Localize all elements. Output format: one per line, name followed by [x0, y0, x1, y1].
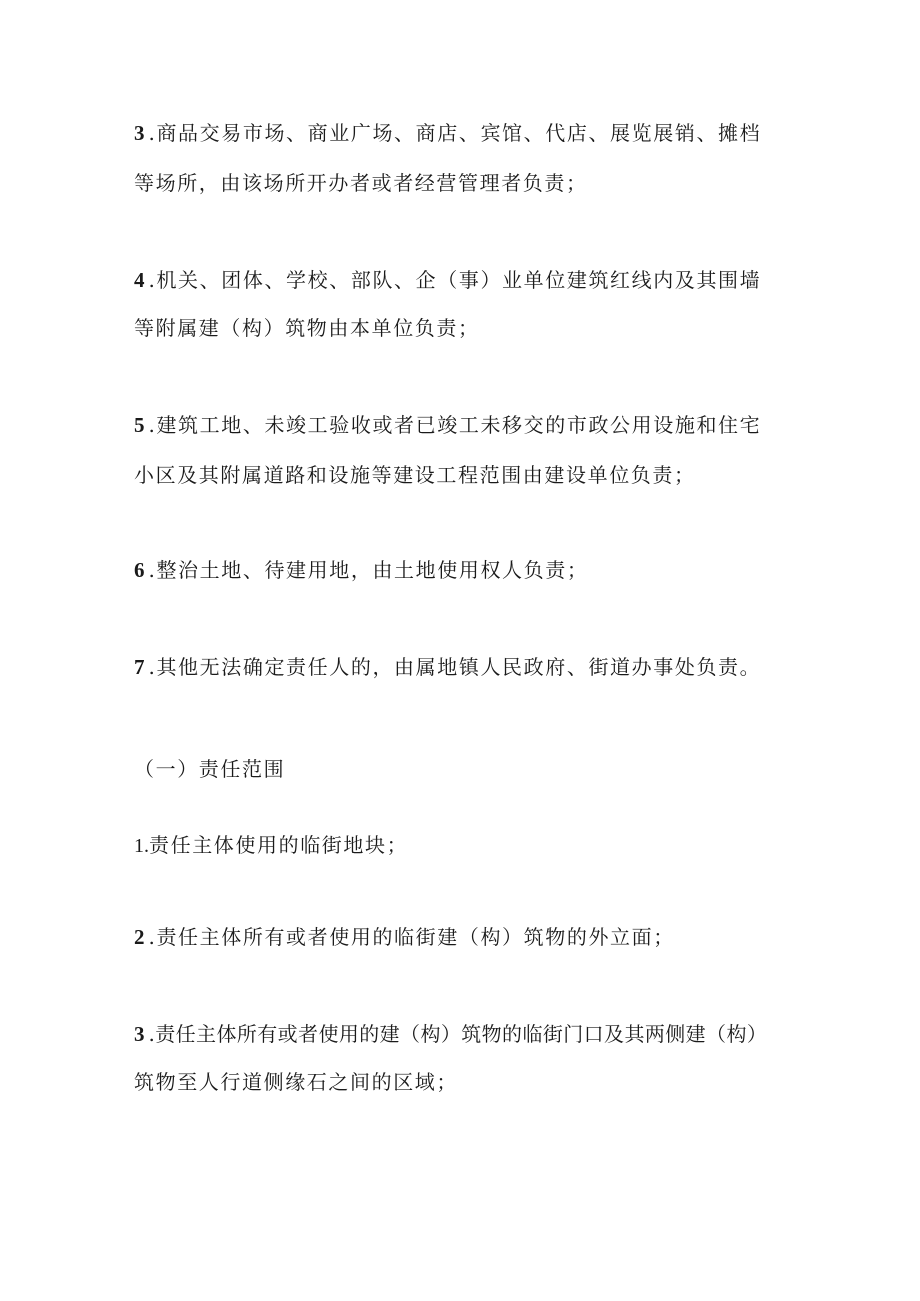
item-number: 5 — [134, 413, 145, 437]
item-number: 3 — [134, 1022, 145, 1046]
item-7-line-1 — [134, 655, 761, 679]
item-text: .其他无法确定责任人的，由属地镇人民政府、街道办事处负责。 — [148, 655, 762, 679]
item-text: .责任主体所有或者使用的建（构）筑物的临街门口及其两侧建（构） — [148, 1022, 768, 1046]
item-number: 2 — [134, 925, 145, 949]
item-6-line-1 — [134, 558, 588, 582]
item-text: 责任主体使用的临街地块； — [149, 833, 409, 857]
item-number: 1. — [134, 835, 149, 857]
scope-item-1-line-1 — [134, 833, 408, 858]
item-3-line-1 — [134, 121, 761, 145]
scope-item-3-line-1 — [134, 1022, 767, 1046]
item-number: 3 — [134, 121, 145, 145]
item-number: 7 — [134, 655, 145, 679]
item-text: .责任主体所有或者使用的临街建（构）筑物的外立面； — [148, 925, 675, 949]
item-5-line-2: 小区及其附属道路和设施等建设工程范围由建设单位负责； — [134, 463, 696, 487]
scope-item-3-line-2: 筑物至人行道侧缘石之间的区域； — [134, 1070, 458, 1094]
item-text: .商品交易市场、商业广场、商店、宾馆、代店、展览展销、摊档 — [148, 121, 762, 145]
item-text: .整治土地、待建用地，由土地使用权人负责； — [148, 558, 589, 582]
item-number: 6 — [134, 558, 145, 582]
item-text: .建筑工地、未竣工验收或者已竣工未移交的市政公用设施和住宅 — [148, 413, 762, 437]
item-number: 4 — [134, 268, 145, 292]
item-text: .机关、团体、学校、部队、企（事）业单位建筑红线内及其围墙 — [148, 268, 762, 292]
item-5-line-1 — [134, 413, 761, 437]
item-4-line-2: 等附属建（构）筑物由本单位负责； — [134, 316, 480, 340]
item-3-line-2: 等场所，由该场所开办者或者经营管理者负责； — [134, 171, 588, 195]
scope-item-2-line-1 — [134, 925, 675, 949]
section-heading: （一）责任范围 — [134, 757, 286, 781]
item-4-line-1 — [134, 268, 761, 292]
